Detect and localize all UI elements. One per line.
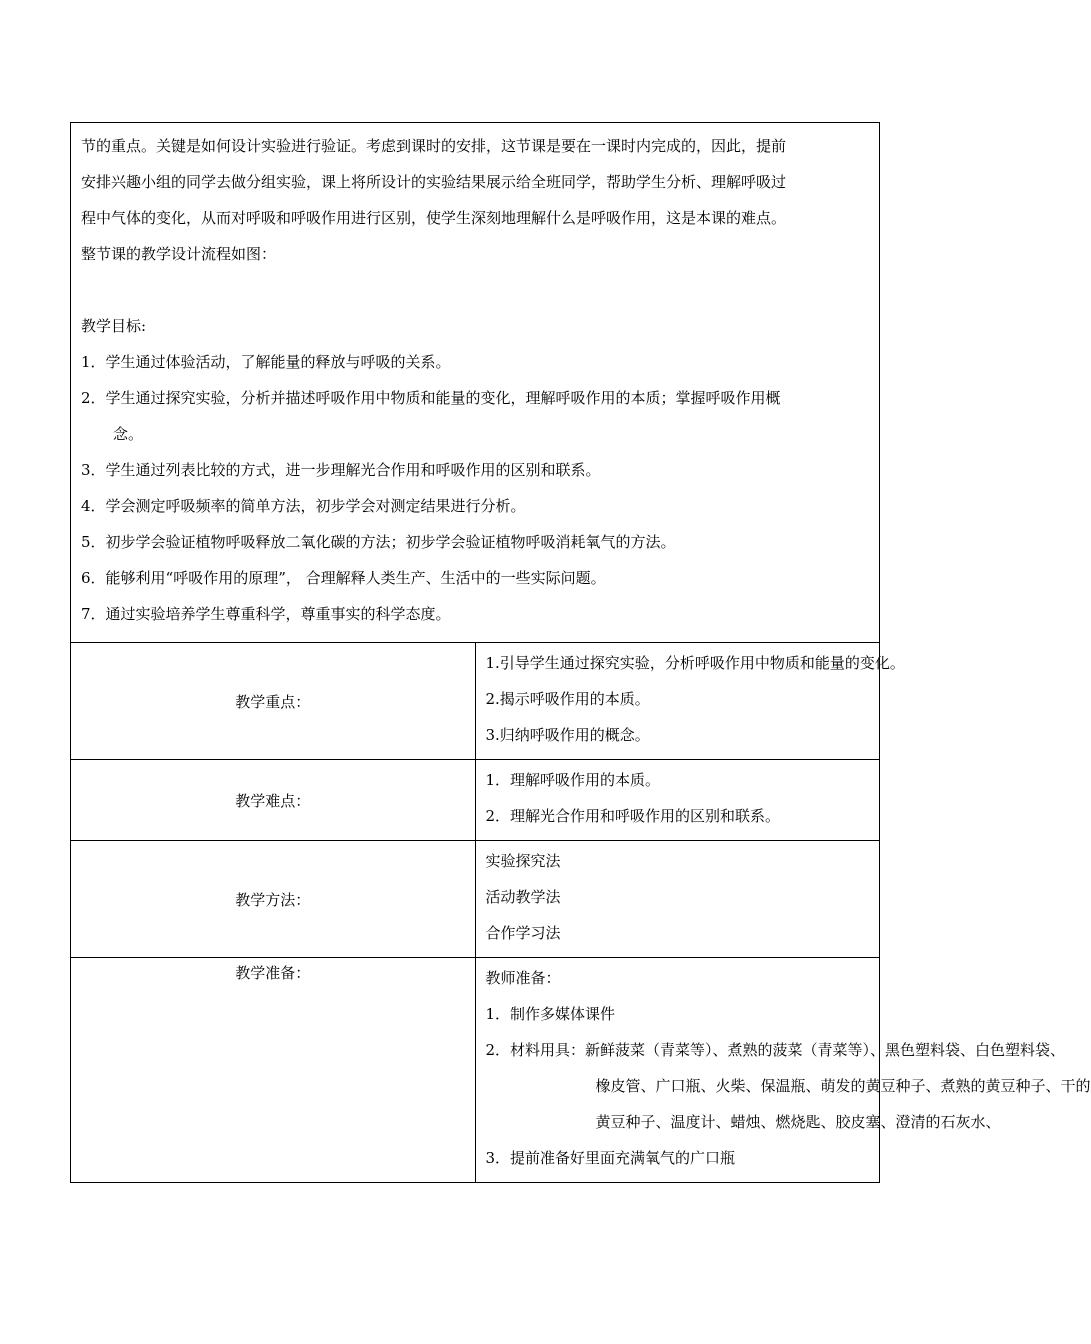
difficulty-item: 1．理解呼吸作用的本质。 (485, 771, 661, 789)
difficulty-item: 2．理解光合作用和呼吸作用的区别和联系。 (485, 807, 781, 825)
intro-row (71, 123, 880, 643)
method-item: 合作学习法 (485, 924, 561, 942)
preparation-label: 教学准备： (71, 958, 476, 1183)
flowchart-placeholder (81, 272, 869, 308)
difficulties-content (475, 760, 880, 841)
objective-item: 1．学生通过体验活动，了解能量的释放与呼吸的关系。 (81, 353, 451, 371)
key-point-item: 3.归纳呼吸作用的概念。 (485, 726, 650, 744)
methods-content (475, 841, 880, 958)
method-item: 实验探究法 (485, 852, 561, 870)
intro-line: 安排兴趣小组的同学去做分组实验，课上将所设计的实验结果展示给全班同学，帮助学生分析、理解呼吸过 (81, 173, 787, 191)
objective-item: 5．初步学会验证植物呼吸释放二氧化碳的方法；初步学会验证植物呼吸消耗氧气的方法。 (81, 533, 676, 551)
methods-row (71, 841, 880, 958)
intro-line: 整节课的教学设计流程如图： (81, 245, 277, 263)
objective-item: 6．能够利用“呼吸作用的原理”， 合理解释人类生产、生活中的一些实际问题。 (81, 569, 606, 587)
lesson-plan-table (70, 122, 1091, 1183)
objective-item: 2．学生通过探究实验，分析并描述呼吸作用中物质和能量的变化，理解呼吸作用的本质；掌握呼吸作用概 (81, 389, 781, 407)
methods-label: 教学方法： (71, 841, 476, 958)
objective-item-continuation: 念。 (113, 425, 144, 443)
preparation-item: 2．材料用具：新鲜菠菜（青菜等）、煮熟的菠菜（青菜等）、黑色塑料袋、白色塑料袋、 (485, 1041, 1066, 1059)
objective-item: 4．学会测定呼吸频率的简单方法，初步学会对测定结果进行分析。 (81, 497, 526, 515)
difficulties-label: 教学难点： (71, 760, 476, 841)
preparation-item-continuation: 橡皮管、广口瓶、火柴、保温瓶、萌发的黄豆种子、煮熟的黄豆种子、干的 (595, 1077, 1091, 1095)
objective-item: 7．通过实验培养学生尊重科学，尊重事实的科学态度。 (81, 605, 451, 623)
intro-cell (71, 123, 880, 643)
preparation-item-continuation: 黄豆种子、温度计、蜡烛、燃烧匙、胶皮塞、澄清的石灰水、 (595, 1113, 1001, 1131)
key-points-label: 教学重点： (71, 643, 476, 760)
key-point-item: 2.揭示呼吸作用的本质。 (485, 690, 650, 708)
preparation-heading: 教师准备： (485, 969, 561, 987)
preparation-item: 3．提前准备好里面充满氧气的广口瓶 (485, 1149, 736, 1167)
preparation-item: 1．制作多媒体课件 (485, 1005, 616, 1023)
preparation-row (71, 958, 880, 1183)
intro-line: 节的重点。关键是如何设计实验进行验证。考虑到课时的安排，这节课是要在一课时内完成的，因此，提前 (81, 137, 787, 155)
objective-item: 3．学生通过列表比较的方式，进一步理解光合作用和呼吸作用的区别和联系。 (81, 461, 601, 479)
intro-line: 程中气体的变化，从而对呼吸和呼吸作用进行区别，使学生深刻地理解什么是呼吸作用，这是本课的难点。 (81, 209, 787, 227)
method-item: 活动教学法 (485, 888, 561, 906)
difficulties-row (71, 760, 880, 841)
key-points-row (71, 643, 880, 760)
preparation-content (475, 958, 1091, 1183)
objectives-heading: 教学目标: (81, 317, 147, 335)
key-points-content (475, 643, 905, 760)
key-point-item: 1.引导学生通过探究实验，分析呼吸作用中物质和能量的变化。 (485, 654, 905, 672)
